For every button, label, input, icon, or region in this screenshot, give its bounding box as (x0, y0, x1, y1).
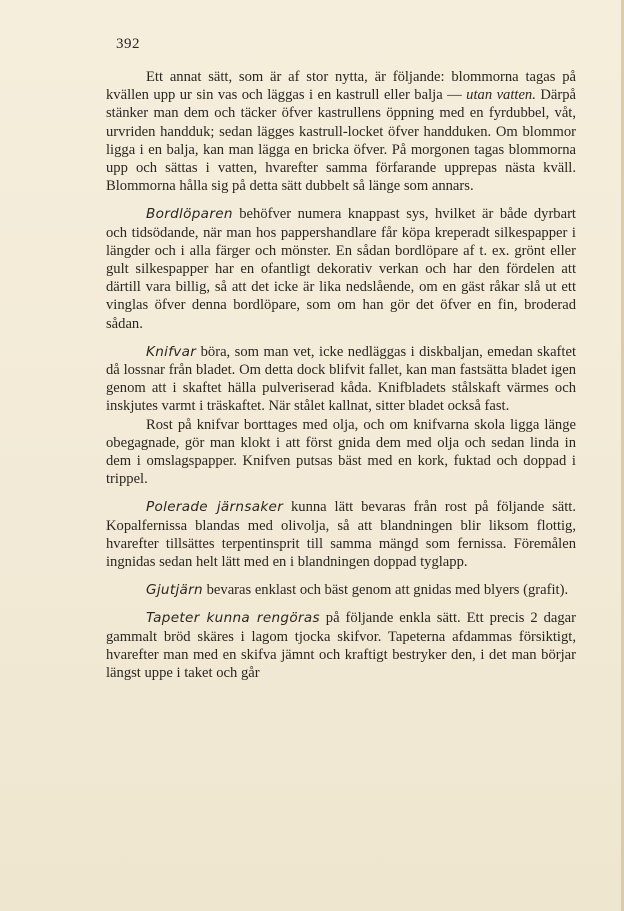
paragraph-tail: Därpå stänker man dem och täcker öfver kastrullens öppning med en fyrdubbel, våt, urvriden handduk; sedan lägges kastrull-locket öfver handduken. Om blommor ligga i en balja, kan man lägga en bricka öfver. På morgonen tagas blommorna upp och sättas i vatten, hvarefter samma förfarande upprepas nästa kväll. Blommorna hålla sig på detta sätt dubbelt så länge som annars. (106, 87, 576, 195)
paragraph-gjutjarn (106, 581, 576, 599)
paragraph-body: Ett annat sätt, som är af stor nytta, är följande: blommorna tagas på kvällen upp ur sin vas och läggas i en kastrull eller balja — (106, 69, 576, 104)
paragraph-body: kunna lätt bevaras från rost på följande sätt. Kopalfernissa blandas med olivolja, så att blandningen blir liksom flottig, hvarefter tillsättes terpentinsprit till samma mängd som fernissa. Föremålen ingnidas sedan helt lätt med en i blandningen doppad tyglapp. (106, 499, 576, 571)
paragraph-heading: Gjutjärn (146, 582, 203, 599)
paragraph-tapeter (106, 609, 576, 682)
paragraph-body: Rost på knifvar borttages med olja, och om knifvarna skola ligga länge obegagnade, gör man klokt i att först gnida dem med olja och sedan linda in dem i omslagspapper. Knifven putsas bäst med en kork, fuktad och doppad i trippel. (106, 416, 576, 488)
page-text (106, 68, 576, 682)
paragraph-heading: Bordlöparen (146, 206, 233, 223)
paragraph-heading: Knifvar (146, 343, 197, 360)
paragraph-flowers (106, 68, 576, 195)
paragraph-bordloparen (106, 205, 576, 332)
paragraph-body: behöfver numera knappast sys, hvilket är både dyrbart och tidsödande, när man hos pappershandlare får köpa kreperadt silkespapper i längder och i alla färger och mönster. En sådan bordlöpare af t. ex. grönt eller gult silkespapper har en ofantligt dekorativ verkan och har den fördelen att därtill vara billig, så att det icke är lika nedslående, om en gäst råkar slå ut ett vinglas öfver denna bordlöpare, som om han gör det öfver en fin, broderad sådan. (106, 206, 576, 332)
paragraph-heading: Tapeter kunna rengöras (146, 610, 320, 627)
paragraph-body: bevaras enklast och bäst genom att gnidas med blyers (grafit). (202, 582, 569, 599)
paragraph-rost (106, 416, 576, 489)
paragraph-body: på följande enkla sätt. Ett precis 2 dagar gammalt bröd skäres i lagom tjocka skifvor. Tapeterna afdammas försiktigt, hvarefter man med en skifva jämnt och kraftigt bestryker den, i det man börjar längst uppe i taket och går (106, 610, 576, 682)
paragraph-body: böra, som man vet, icke nedläggas i diskbaljan, emedan skaftet då lossnar från bladet. Om detta dock blifvit fallet, kan man fastsätta bladet igen genom att i skaftet hälla pulveriserad kåda. Knifbladets stålskaft värmes och inskjutes varmt i träskaftet. När stålet kallnat, sitter bladet också fast. (106, 343, 576, 415)
page-number: 392 (116, 36, 140, 52)
paragraph-jarnsaker (106, 498, 576, 571)
paragraph-heading: Polerade järnsaker (146, 499, 284, 516)
paragraph-knifvar (106, 343, 576, 416)
paragraph-emphasis: utan vatten. (466, 87, 536, 104)
